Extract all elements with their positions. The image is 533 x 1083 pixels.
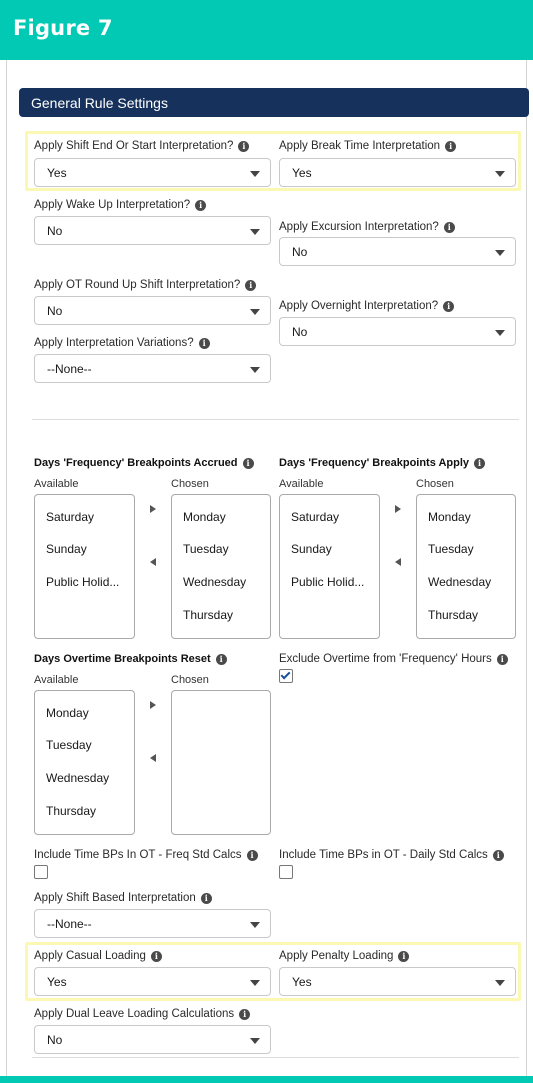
figure-title: Figure 7	[13, 16, 113, 40]
casual-loading-select[interactable]: Yes	[34, 967, 271, 996]
overnight-label: Apply Overnight Interpretation? i	[279, 300, 454, 312]
time-bps-freq-label: Include Time BPs In OT - Freq Std Calcs i	[34, 849, 258, 861]
shift-end-start-label: Apply Shift End Or Start Interpretation? i	[34, 140, 249, 152]
info-icon[interactable]: i	[195, 200, 206, 211]
exclude-ot-label: Exclude Overtime from 'Frequency' Hours i	[279, 653, 508, 665]
info-icon[interactable]: i	[238, 141, 249, 152]
penalty-loading-label: Apply Penalty Loading i	[279, 950, 409, 962]
break-time-select[interactable]: Yes	[279, 158, 516, 187]
freq-accrued-available-list[interactable]	[34, 494, 135, 639]
time-bps-daily-checkbox[interactable]	[279, 865, 293, 879]
list-option[interactable]: Sunday	[46, 542, 87, 556]
info-icon[interactable]: i	[247, 850, 258, 861]
list-option[interactable]: Monday	[46, 706, 89, 720]
list-option[interactable]: Thursday	[183, 608, 234, 622]
bottom-divider	[32, 1057, 519, 1058]
info-icon[interactable]: i	[497, 654, 508, 665]
chevron-down-icon	[250, 367, 260, 373]
excursion-label: Apply Excursion Interpretation? i	[279, 221, 455, 233]
info-icon[interactable]: i	[151, 951, 162, 962]
chevron-down-icon	[495, 171, 505, 177]
info-icon[interactable]: i	[201, 893, 212, 904]
info-icon[interactable]: i	[398, 951, 409, 962]
list-option[interactable]: Wednesday	[46, 771, 110, 785]
info-icon[interactable]: i	[493, 850, 504, 861]
list-option[interactable]: Monday	[428, 510, 471, 524]
info-icon[interactable]: i	[444, 222, 455, 233]
overnight-select[interactable]: No	[279, 317, 516, 346]
move-right-icon[interactable]	[150, 505, 156, 513]
chevron-down-icon	[250, 171, 260, 177]
ot-reset-available-label: Available	[34, 674, 79, 686]
info-icon[interactable]: i	[216, 654, 227, 665]
chevron-down-icon	[495, 250, 505, 256]
shift-based-select[interactable]: --None--	[34, 909, 271, 938]
ot-reset-label: Days Overtime Breakpoints Reset i	[34, 653, 227, 665]
info-icon[interactable]: i	[474, 458, 485, 469]
info-icon[interactable]: i	[199, 338, 210, 349]
chevron-down-icon	[250, 1038, 260, 1044]
frame-bottom-border	[0, 1076, 533, 1083]
section-header	[19, 88, 529, 117]
list-option[interactable]: Thursday	[46, 804, 97, 818]
list-option[interactable]: Saturday	[291, 510, 340, 524]
info-icon[interactable]: i	[243, 458, 254, 469]
freq-apply-available-list[interactable]	[279, 494, 380, 639]
wake-up-label: Apply Wake Up Interpretation? i	[34, 199, 206, 211]
chevron-down-icon	[250, 229, 260, 235]
freq-accrued-label: Days 'Frequency' Breakpoints Accrued i	[34, 457, 254, 469]
list-option[interactable]: Thursday	[428, 608, 479, 622]
list-option[interactable]: Wednesday	[428, 575, 492, 589]
chevron-down-icon	[250, 980, 260, 986]
info-icon[interactable]: i	[443, 301, 454, 312]
info-icon[interactable]: i	[245, 280, 256, 291]
time-bps-freq-checkbox[interactable]	[34, 865, 48, 879]
chevron-down-icon	[495, 330, 505, 336]
chevron-down-icon	[495, 980, 505, 986]
section-title: General Rule Settings	[31, 95, 168, 111]
list-option[interactable]: Saturday	[46, 510, 95, 524]
list-option[interactable]: Wednesday	[183, 575, 247, 589]
excursion-select[interactable]: No	[279, 237, 516, 266]
info-icon[interactable]: i	[239, 1009, 250, 1020]
list-option[interactable]: Monday	[183, 510, 226, 524]
shift-end-start-select[interactable]: Yes	[34, 158, 271, 187]
checkmark-icon	[281, 670, 291, 680]
list-option[interactable]: Sunday	[291, 542, 332, 556]
list-option[interactable]: Tuesday	[183, 542, 229, 556]
freq-accrued-chosen-label: Chosen	[171, 478, 209, 490]
variations-label: Apply Interpretation Variations? i	[34, 337, 210, 349]
list-option[interactable]: Public Holid...	[46, 575, 120, 589]
info-icon[interactable]: i	[445, 141, 456, 152]
ot-round-up-select[interactable]: No	[34, 296, 271, 325]
shift-based-label: Apply Shift Based Interpretation i	[34, 892, 212, 904]
wake-up-select[interactable]: No	[34, 216, 271, 245]
figure-banner	[0, 0, 533, 60]
move-left-icon[interactable]	[395, 558, 401, 566]
ot-reset-chosen-label: Chosen	[171, 674, 209, 686]
ot-reset-available-list[interactable]	[34, 690, 135, 835]
ot-round-up-label: Apply OT Round Up Shift Interpretation? i	[34, 279, 256, 291]
break-time-label: Apply Break Time Interpretation i	[279, 140, 456, 152]
list-option[interactable]: Tuesday	[46, 738, 92, 752]
list-option[interactable]: Tuesday	[428, 542, 474, 556]
ot-reset-chosen-list[interactable]	[171, 690, 271, 835]
freq-apply-available-label: Available	[279, 478, 324, 490]
move-left-icon[interactable]	[150, 754, 156, 762]
dual-leave-label: Apply Dual Leave Loading Calculations i	[34, 1008, 250, 1020]
casual-loading-label: Apply Casual Loading i	[34, 950, 162, 962]
freq-apply-label: Days 'Frequency' Breakpoints Apply i	[279, 457, 485, 469]
list-option[interactable]: Public Holid...	[291, 575, 365, 589]
time-bps-daily-label: Include Time BPs in OT - Daily Std Calcs i	[279, 849, 504, 861]
exclude-ot-checkbox[interactable]	[279, 669, 293, 683]
penalty-loading-select[interactable]: Yes	[279, 967, 516, 996]
section-divider	[32, 419, 519, 420]
variations-select[interactable]: --None--	[34, 354, 271, 383]
dual-leave-select[interactable]: No	[34, 1025, 271, 1054]
move-right-icon[interactable]	[150, 701, 156, 709]
freq-accrued-chosen-list[interactable]	[171, 494, 271, 639]
freq-apply-chosen-label: Chosen	[416, 478, 454, 490]
move-left-icon[interactable]	[150, 558, 156, 566]
freq-apply-chosen-list[interactable]	[416, 494, 516, 639]
move-right-icon[interactable]	[395, 505, 401, 513]
chevron-down-icon	[250, 309, 260, 315]
freq-accrued-available-label: Available	[34, 478, 79, 490]
chevron-down-icon	[250, 922, 260, 928]
